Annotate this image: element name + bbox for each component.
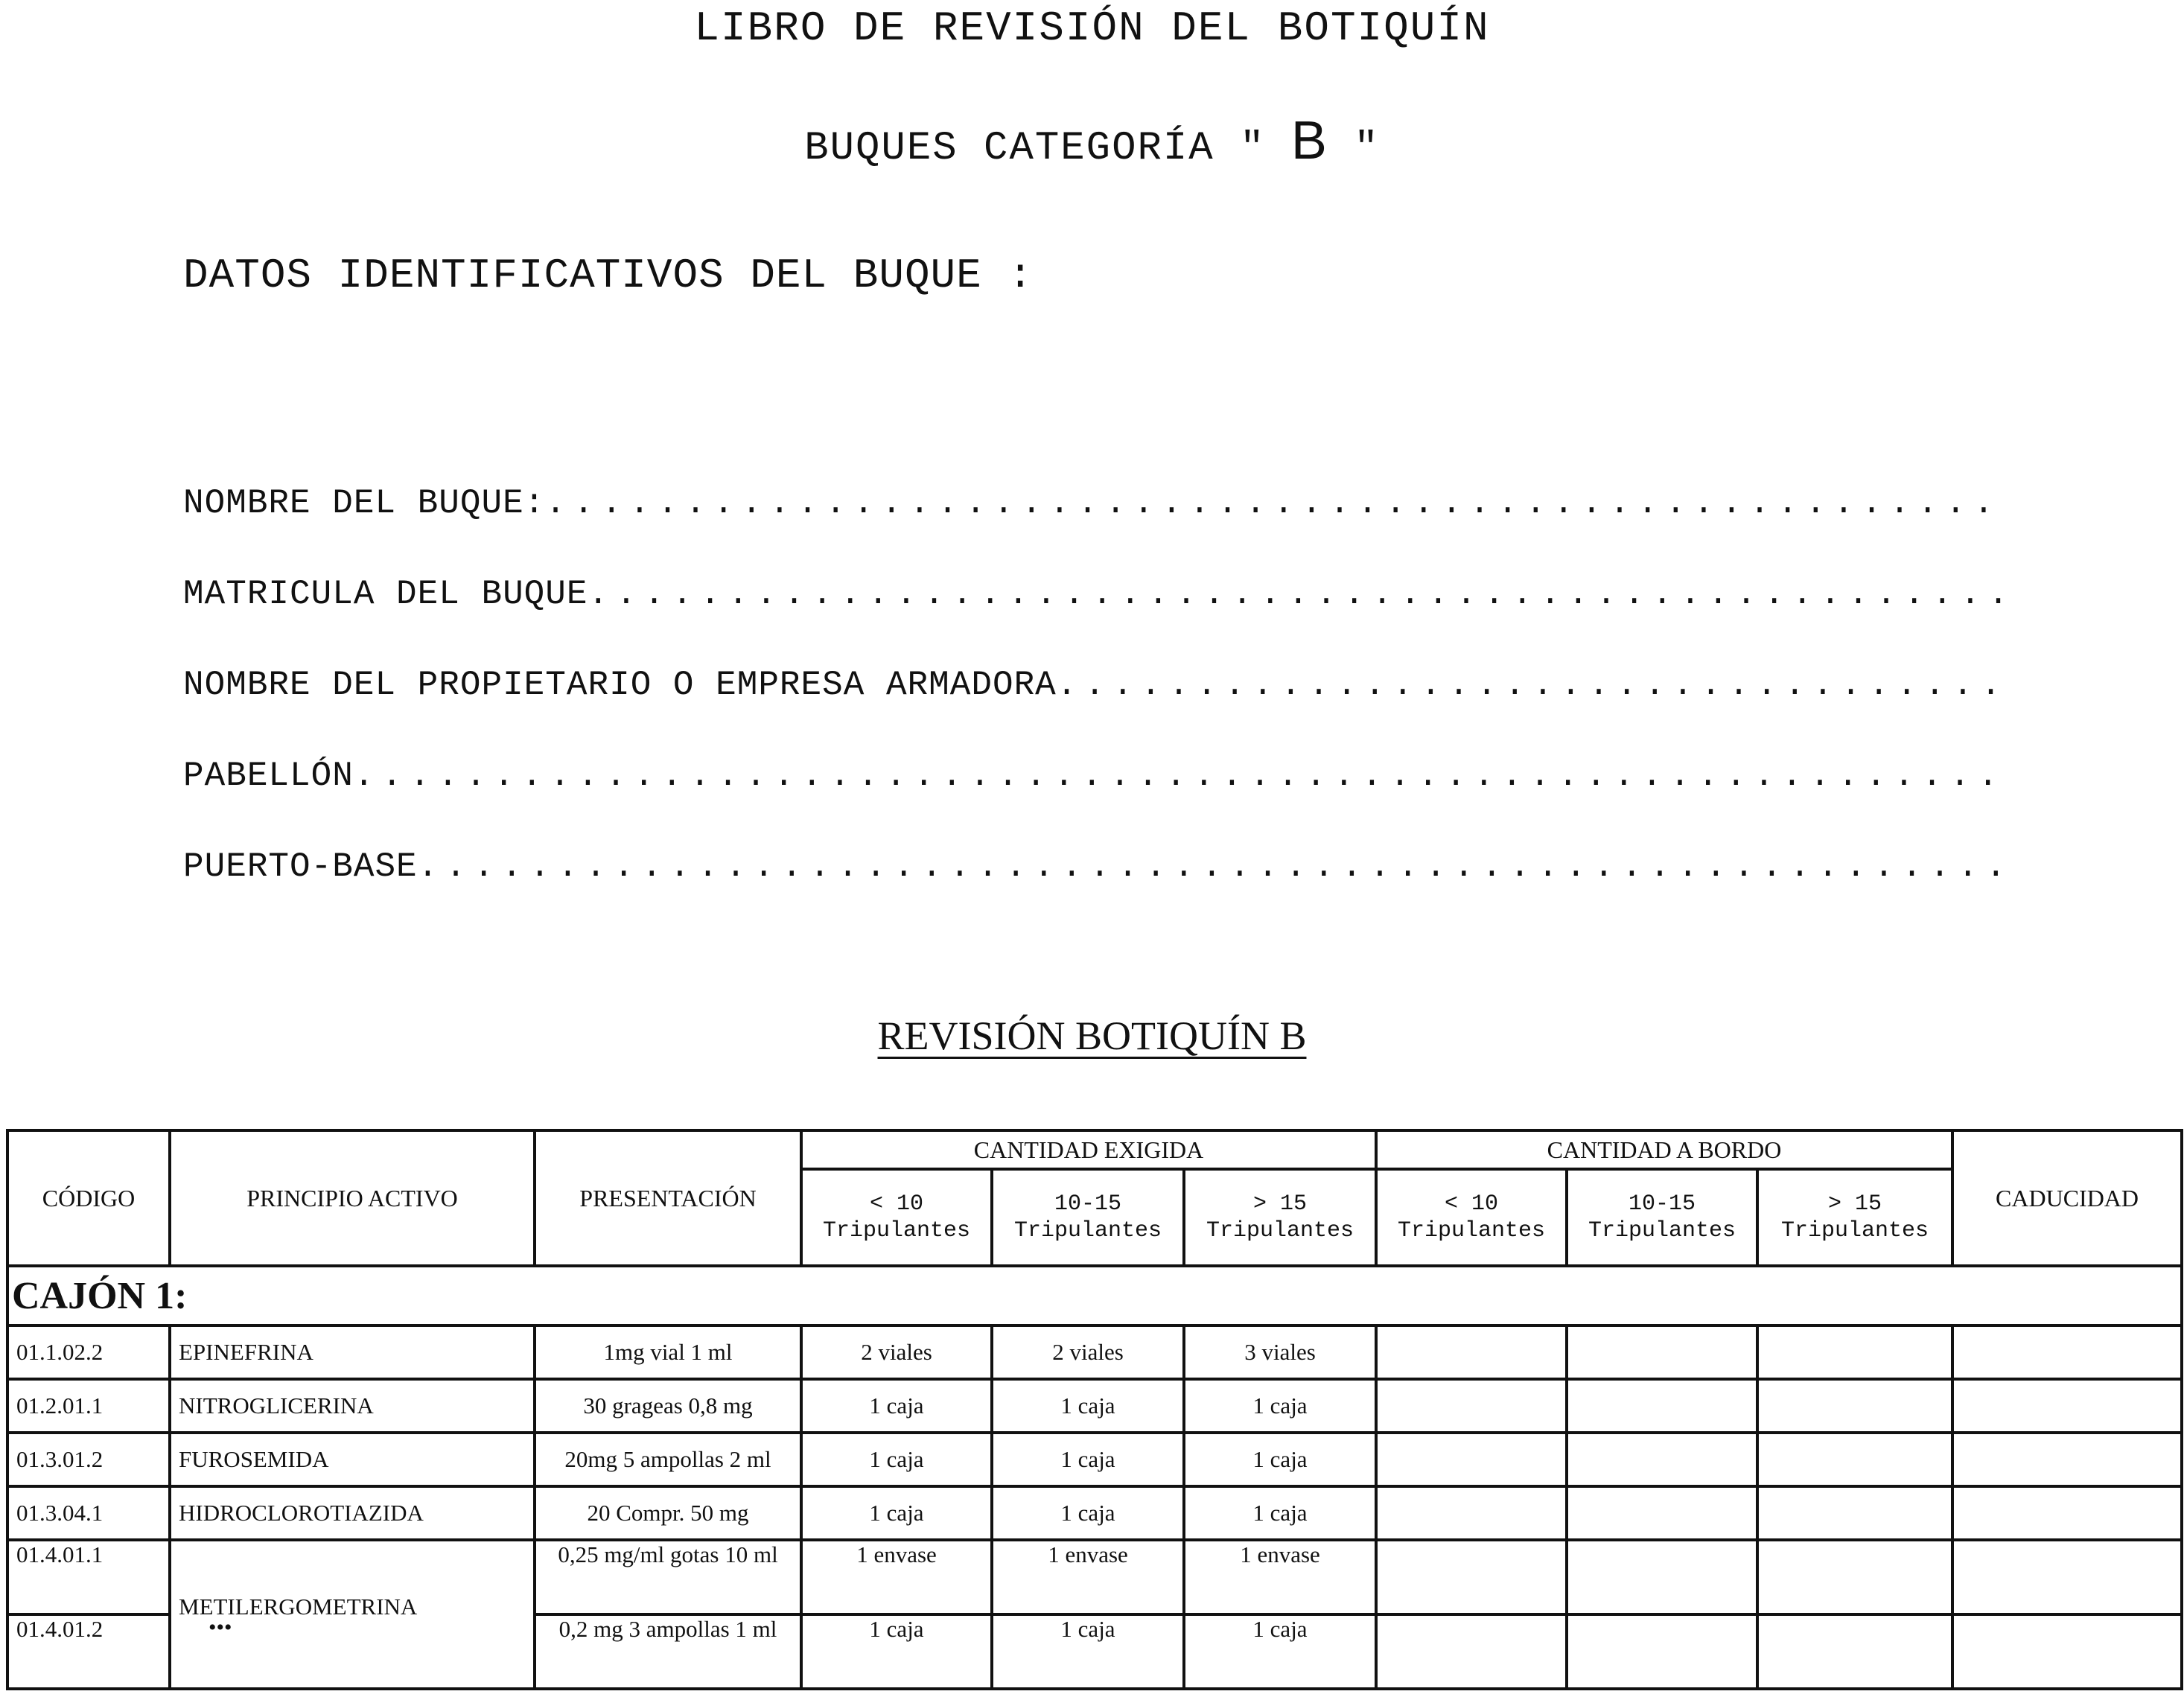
col-exigida-header: CANTIDAD EXIGIDA bbox=[801, 1130, 1376, 1169]
cell-name: EPINEFRINA bbox=[170, 1325, 535, 1379]
cell-q1: 1 caja bbox=[801, 1614, 992, 1689]
field-label: MATRICULA DEL BUQUE bbox=[183, 575, 588, 614]
cell-caducidad[interactable] bbox=[1952, 1486, 2182, 1540]
cell-q2: 1 caja bbox=[992, 1379, 1184, 1433]
field-label: NOMBRE DEL PROPIETARIO O EMPRESA ARMADORA bbox=[183, 666, 1057, 704]
cell-name-merged bbox=[170, 1540, 535, 1689]
cell-bordo-1[interactable] bbox=[1376, 1540, 1567, 1614]
cell-name: FUROSEMIDA bbox=[170, 1433, 535, 1486]
cell-name: NITROGLICERINA bbox=[170, 1379, 535, 1433]
cell-bordo-1[interactable] bbox=[1376, 1433, 1567, 1486]
header-row-1 bbox=[7, 1130, 2182, 1169]
field-propietario[interactable] bbox=[183, 666, 2009, 704]
drawer-row bbox=[7, 1266, 2182, 1325]
cell-bordo-3[interactable] bbox=[1757, 1379, 1952, 1433]
cell-bordo-1[interactable] bbox=[1376, 1486, 1567, 1540]
cell-code: 01.4.01.1 bbox=[7, 1540, 170, 1614]
cell-bordo-2[interactable] bbox=[1567, 1325, 1757, 1379]
table-row bbox=[7, 1433, 2182, 1486]
cell-pres: 0,25 mg/ml gotas 10 ml bbox=[535, 1540, 801, 1614]
table-row bbox=[7, 1540, 2182, 1614]
cell-pres: 0,2 mg 3 ampollas 1 ml bbox=[535, 1614, 801, 1689]
subtitle-prefix: BUQUES CATEGORÍA " bbox=[804, 126, 1266, 171]
section-heading: DATOS IDENTIFICATIVOS DEL BUQUE : bbox=[183, 252, 1034, 299]
cell-bordo-1[interactable] bbox=[1376, 1614, 1567, 1689]
col-bordo-header: CANTIDAD A BORDO bbox=[1376, 1130, 1952, 1169]
sub-header: < 10 Tripulantes bbox=[1376, 1169, 1567, 1266]
field-puerto-base[interactable] bbox=[183, 847, 2009, 886]
dotted-line bbox=[1057, 666, 2009, 704]
table-title-text: REVISIÓN BOTIQUÍN B bbox=[877, 1013, 1307, 1058]
cell-caducidad[interactable] bbox=[1952, 1614, 2182, 1689]
cell-q3: 1 caja bbox=[1184, 1614, 1376, 1689]
document-subtitle bbox=[0, 110, 2184, 171]
col-principio-header: PRINCIPIO ACTIVO bbox=[170, 1130, 535, 1266]
cell-bordo-3[interactable] bbox=[1757, 1486, 1952, 1540]
drawer-label: CAJÓN 1: bbox=[7, 1266, 2182, 1325]
cell-bordo-2[interactable] bbox=[1567, 1540, 1757, 1614]
field-label: PABELLÓN bbox=[183, 757, 354, 795]
cell-q1: 1 caja bbox=[801, 1486, 992, 1540]
cell-q2: 1 caja bbox=[992, 1614, 1184, 1689]
table-row bbox=[7, 1486, 2182, 1540]
cell-code: 01.2.01.1 bbox=[7, 1379, 170, 1433]
cell-q2: 1 envase bbox=[992, 1540, 1184, 1614]
field-label: NOMBRE DEL BUQUE: bbox=[183, 484, 546, 523]
cell-code: 01.1.02.2 bbox=[7, 1325, 170, 1379]
cell-bordo-3[interactable] bbox=[1757, 1614, 1952, 1689]
cell-bordo-3[interactable] bbox=[1757, 1540, 1952, 1614]
cell-code: 01.3.04.1 bbox=[7, 1486, 170, 1540]
cell-pres: 20mg 5 ampollas 2 ml bbox=[535, 1433, 801, 1486]
cell-bordo-2[interactable] bbox=[1567, 1614, 1757, 1689]
field-label: PUERTO-BASE bbox=[183, 847, 418, 886]
cell-caducidad[interactable] bbox=[1952, 1540, 2182, 1614]
field-matricula[interactable] bbox=[183, 575, 2009, 614]
cell-name: METILERGOMETRINA bbox=[179, 1594, 418, 1620]
cell-code: 01.3.01.2 bbox=[7, 1433, 170, 1486]
cell-q3: 1 caja bbox=[1184, 1379, 1376, 1433]
cell-q3: 3 viales bbox=[1184, 1325, 1376, 1379]
cell-caducidad[interactable] bbox=[1952, 1379, 2182, 1433]
dotted-line bbox=[418, 847, 2009, 886]
table-row bbox=[7, 1379, 2182, 1433]
cell-bordo-1[interactable] bbox=[1376, 1325, 1567, 1379]
sub-header: > 15 Tripulantes bbox=[1757, 1169, 1952, 1266]
bullet-mark: ••• bbox=[208, 1615, 232, 1640]
cell-pres: 1mg vial 1 ml bbox=[535, 1325, 801, 1379]
cell-q2: 1 caja bbox=[992, 1486, 1184, 1540]
cell-bordo-2[interactable] bbox=[1567, 1379, 1757, 1433]
cell-bordo-1[interactable] bbox=[1376, 1379, 1567, 1433]
document-title: LIBRO DE REVISIÓN DEL BOTIQUÍN bbox=[694, 4, 1490, 52]
cell-pres: 30 grageas 0,8 mg bbox=[535, 1379, 801, 1433]
cell-caducidad[interactable] bbox=[1952, 1433, 2182, 1486]
cell-code: 01.4.01.2 bbox=[7, 1614, 170, 1689]
cell-q2: 1 caja bbox=[992, 1433, 1184, 1486]
cell-q3: 1 caja bbox=[1184, 1486, 1376, 1540]
cell-bordo-3[interactable] bbox=[1757, 1433, 1952, 1486]
cell-q1: 1 caja bbox=[801, 1379, 992, 1433]
cell-q1: 2 viales bbox=[801, 1325, 992, 1379]
col-caducidad-header: CADUCIDAD bbox=[1952, 1130, 2182, 1266]
sub-header: > 15 Tripulantes bbox=[1184, 1169, 1376, 1266]
sub-header: 10-15 Tripulantes bbox=[1567, 1169, 1757, 1266]
sub-header: 10-15 Tripulantes bbox=[992, 1169, 1184, 1266]
category-letter: B bbox=[1290, 111, 1328, 171]
table-row bbox=[7, 1325, 2182, 1379]
cell-q3: 1 envase bbox=[1184, 1540, 1376, 1614]
cell-q3: 1 caja bbox=[1184, 1433, 1376, 1486]
cell-caducidad[interactable] bbox=[1952, 1325, 2182, 1379]
dotted-line bbox=[545, 484, 2009, 523]
cell-bordo-2[interactable] bbox=[1567, 1433, 1757, 1486]
cell-name: HIDROCLOROTIAZIDA bbox=[170, 1486, 535, 1540]
cell-bordo-3[interactable] bbox=[1757, 1325, 1952, 1379]
dotted-line bbox=[588, 575, 2010, 614]
cell-pres: 20 Compr. 50 mg bbox=[535, 1486, 801, 1540]
cell-q2: 2 viales bbox=[992, 1325, 1184, 1379]
cell-bordo-2[interactable] bbox=[1567, 1486, 1757, 1540]
revision-table bbox=[6, 1129, 2183, 1690]
cell-q1: 1 caja bbox=[801, 1433, 992, 1486]
dotted-line bbox=[354, 757, 2009, 795]
subtitle-suffix: " bbox=[1354, 126, 1380, 171]
sub-header: < 10 Tripulantes bbox=[801, 1169, 992, 1266]
col-codigo-header: CÓDIGO bbox=[7, 1130, 170, 1266]
table-title bbox=[0, 1013, 2184, 1059]
field-nombre-buque[interactable] bbox=[183, 484, 2009, 523]
col-presentacion-header: PRESENTACIÓN bbox=[535, 1130, 801, 1266]
cell-q1: 1 envase bbox=[801, 1540, 992, 1614]
field-pabellon[interactable] bbox=[183, 757, 2009, 795]
